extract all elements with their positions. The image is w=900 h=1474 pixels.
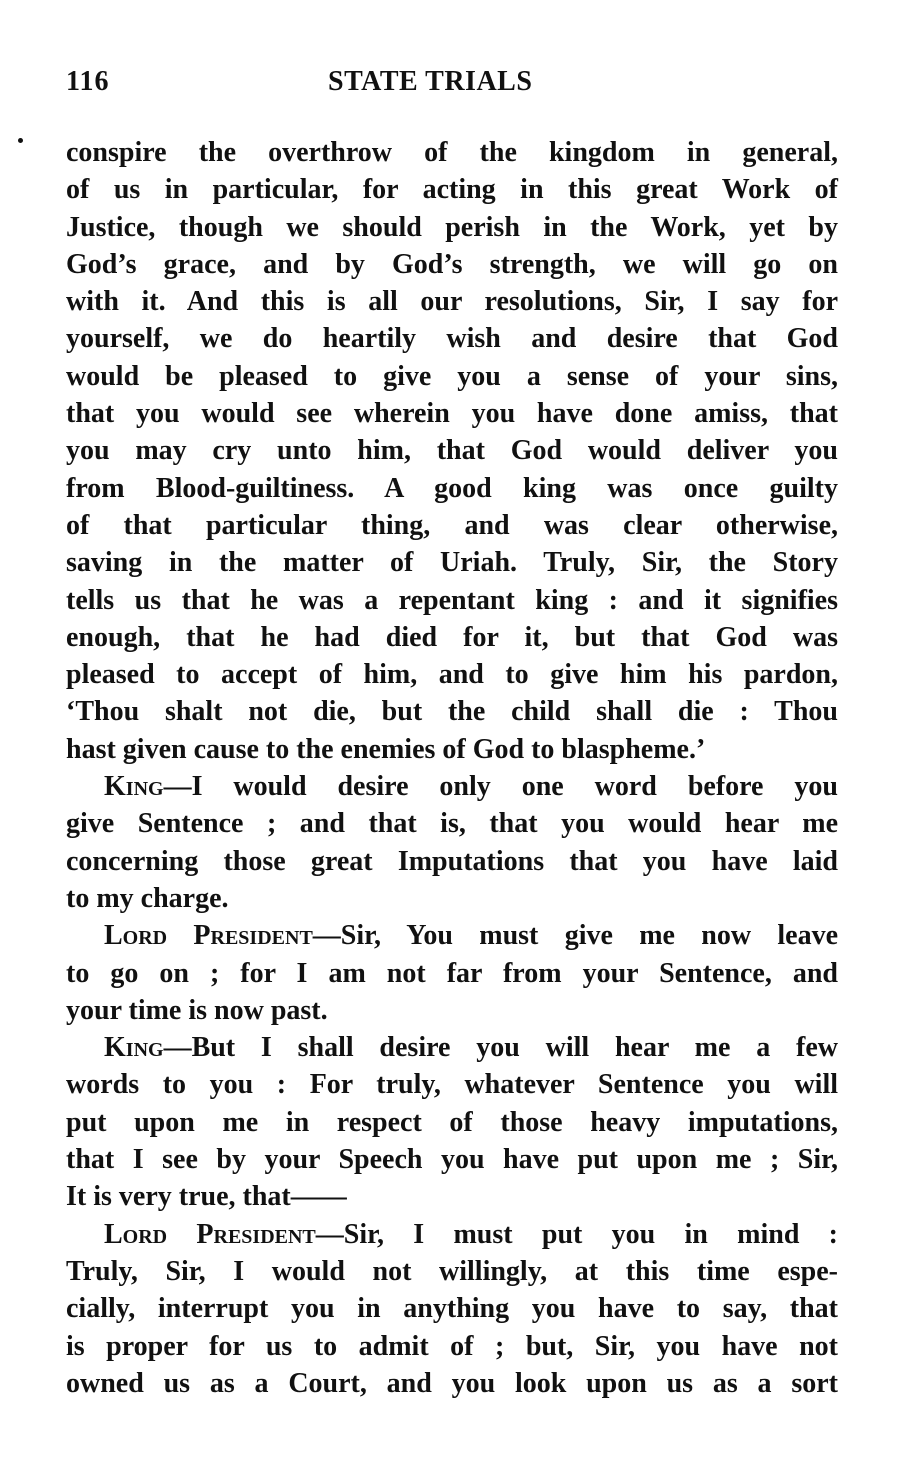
text-line: ‘Thou shalt not die, but the child shall die : Thou — [66, 696, 838, 728]
text-line: Truly, Sir, I would not willingly, at this time espe- — [66, 1255, 838, 1287]
text-line: concerning those great Imputations that you have laid — [66, 845, 838, 877]
speech-line: Lord President—Sir, You must give me now leave — [104, 920, 838, 952]
text-line: Justice, though we should perish in the Work, yet by — [66, 211, 838, 243]
text-line: tells us that he was a repentant king : and it signifies — [66, 584, 838, 616]
text-line: that I see by your Speech you have put upon me ; Sir, — [66, 1144, 838, 1176]
speech-line: Lord President—Sir, I must put you in mind : — [104, 1218, 839, 1250]
speech-line: King—But I shall desire you will hear me a few — [104, 1032, 838, 1064]
text-line: owned us as a Court, and you look upon us as a sort — [66, 1367, 838, 1399]
text-line: conspire the overthrow of the kingdom in general, — [66, 137, 838, 168]
text-line: hast given cause to the enemies of God to blaspheme.’ — [66, 733, 706, 765]
text-line: with it. And this is all our resolutions, Sir, I say for — [66, 286, 838, 318]
text-line: to my charge. — [66, 882, 229, 914]
page-number: 116 — [66, 66, 110, 97]
text-line: of that particular thing, and was clear otherwise, — [66, 509, 838, 541]
text-line: is proper for us to admit of ; but, Sir, you have not — [66, 1330, 838, 1362]
text-line: would be pleased to give you a sense of your sins, — [66, 360, 838, 392]
text-line: yourself, we do heartily wish and desire that God — [66, 323, 838, 355]
text-line: you may cry unto him, that God would deliver you — [66, 435, 838, 467]
speaker-name: Lord President — [104, 920, 313, 952]
text-line: give Sentence ; and that is, that you would hear me — [66, 808, 838, 840]
text-line: put upon me in respect of those heavy imputations, — [66, 1106, 838, 1138]
running-head — [66, 66, 836, 106]
text-body — [66, 134, 838, 1402]
text-line: from Blood-guiltiness. A good king was once guilty — [66, 472, 838, 504]
text-line: to go on ; for I am not far from your Sentence, and — [66, 957, 838, 989]
speaker-name: King — [104, 1032, 164, 1064]
text-line: God’s grace, and by God’s strength, we will go on — [66, 248, 838, 280]
speech-line: King—I would desire only one word before you — [104, 771, 838, 803]
text-line: of us in particular, for acting in this great Work of — [66, 174, 838, 206]
text-line: saving in the matter of Uriah. Truly, Sir, the Story — [66, 547, 838, 579]
text-line: It is very true, that—— — [66, 1181, 347, 1213]
text-line: that you would see wherein you have done amiss, that — [66, 398, 838, 430]
text-line: words to you : For truly, whatever Sentence you will — [66, 1069, 838, 1101]
speaker-name: Lord President — [104, 1218, 316, 1250]
speaker-name: King — [104, 771, 164, 803]
text-line: your time is now past. — [66, 994, 328, 1026]
text-line: enough, that he had died for it, but that God was — [66, 621, 838, 653]
running-title: STATE TRIALS — [328, 66, 533, 97]
text-line: cially, interrupt you in anything you have to say, that — [66, 1293, 838, 1325]
text-line: pleased to accept of him, and to give him his pardon, — [66, 659, 838, 691]
margin-mark — [18, 138, 23, 143]
